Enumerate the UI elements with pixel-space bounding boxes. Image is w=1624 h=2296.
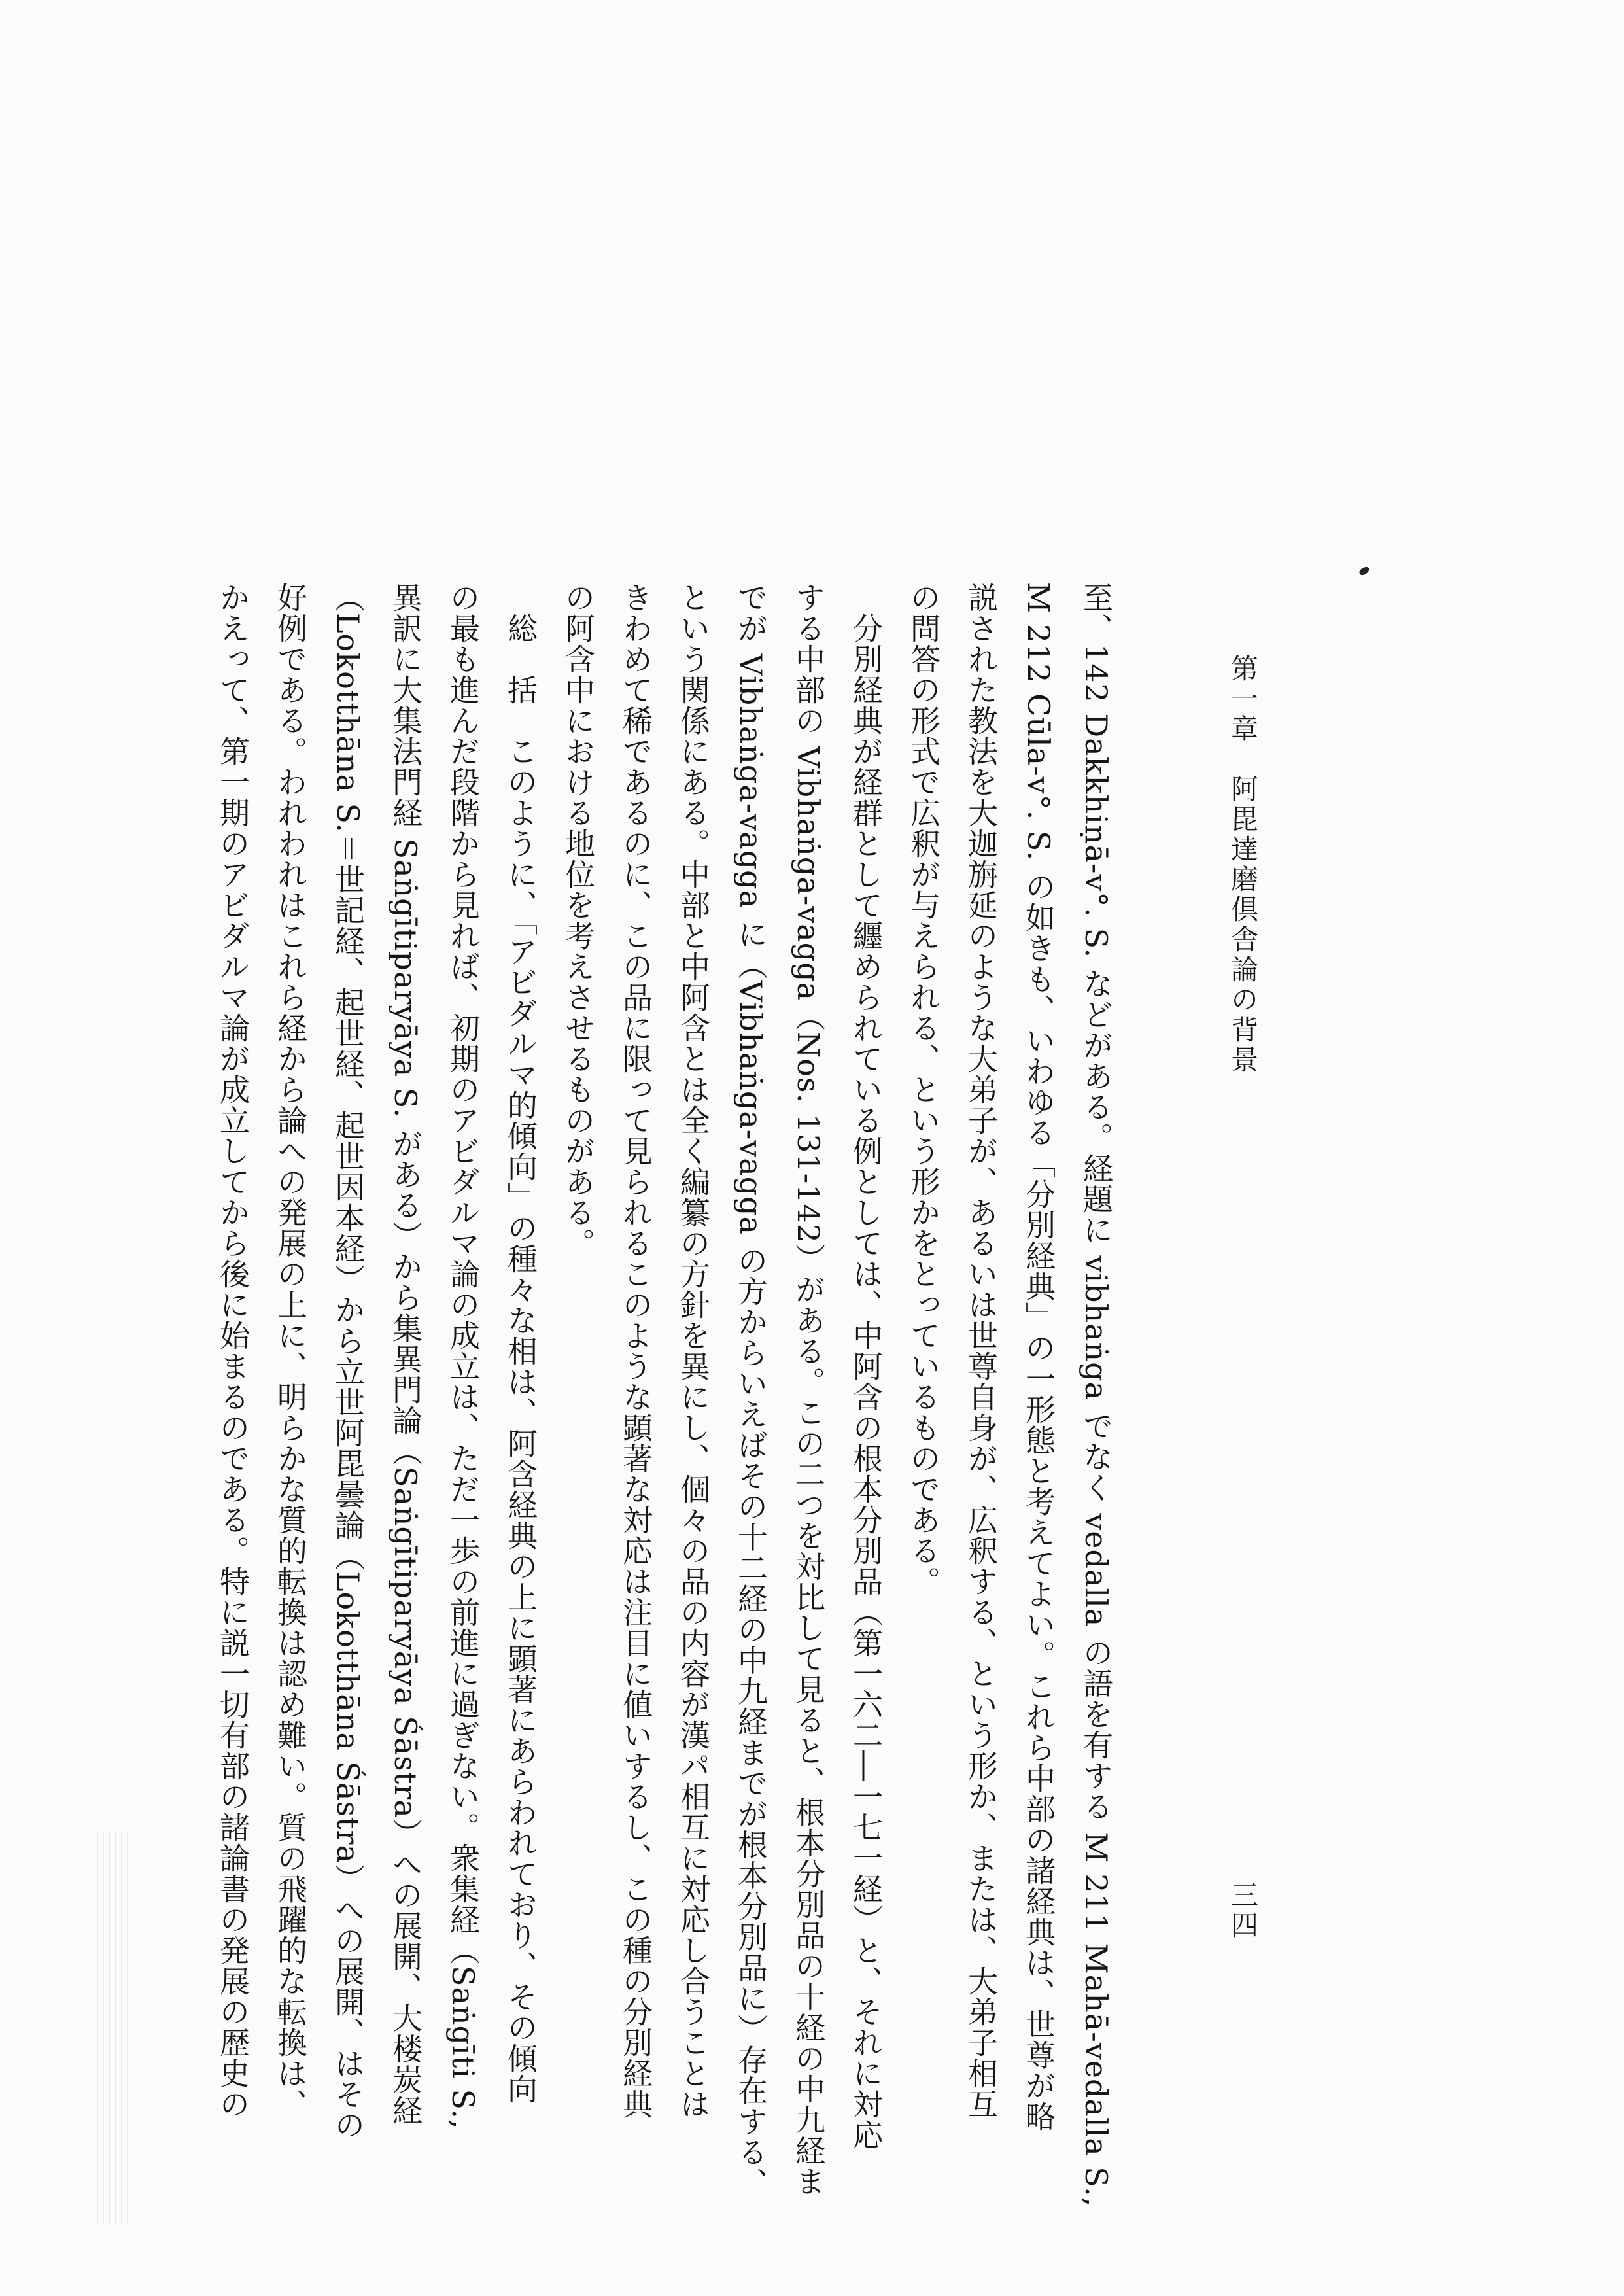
ink-spot	[1358, 566, 1371, 576]
text-line: の問答の形式で広釈が与えられる、という形かをとっているものである。	[906, 582, 941, 1597]
text-line: （Lokotthāna S.＝世記経、起世経、起世因本経）から立世阿毘曇論（Lokotthāna Śāstra）への展開、はその	[330, 582, 366, 2140]
body-text	[215, 582, 1125, 2224]
text-line: 好例である。われわれはこれら経から論への発展の上に、明らかな質的転換は認め難い。質の飛躍的な転換は、	[273, 582, 308, 2119]
text-line: でが Vibhaṅga-vagga に（Vibhaṅga-vagga の方からいえばその十二経の中九経までが根本分別品に）存在する、	[733, 582, 769, 2199]
text-line: の最も進んだ段階から見れば、初期のアビダルマ論の成立は、ただ一歩の前進に過ぎない。衆集経（Saṅgīti S.,	[445, 582, 481, 2130]
text-line: の阿含中における地位を考えさせるものがある。	[561, 582, 596, 1259]
text-line: 至、142 Dakkhiṇā-v°. S. などがある。経題に vibhaṅga でなく vedalla の語を有する M 211 Mahā-vedalla S.,	[1079, 582, 1114, 2208]
text-line: 説された教法を大迦旃延のような大弟子が、あるいは世尊自身が、広釈する、という形か、または、大弟子相互	[963, 582, 999, 2119]
text-line: 異訳に大集法門経 Saṅgītiparyāya S. がある）から集異門論（Saṅgītiparyāya Śāstra）への展開、大楼炭経	[388, 582, 423, 2126]
text-line: する中部の Vibhaṅga-vagga（Nos. 131-142）がある。この二つを対比して見ると、根本分別品の十経の中九経ま	[791, 582, 826, 2197]
text-line: M 212 Cūla-v°. S. の如きも、いわゆる「分別経典」の一形態と考えてよい。これら中部の諸経典は、世尊が略	[1021, 582, 1056, 2132]
page-number: 三四	[1227, 1881, 1259, 1941]
text-line: かえって、第一期のアビダルマ論が成立してから後に始まるのである。特に説一切有部の諸論書の発展の歴史の	[215, 582, 251, 2119]
text-line: 総 括 このように、「アビダルマ的傾向」の種々な相は、阿含経典の上に顕著にあらわれており、その傾向	[503, 582, 538, 2104]
running-header: 第一章 阿毘達磨倶舎論の背景	[1227, 654, 1259, 1075]
scan-margin-noise	[92, 1832, 150, 2224]
text-line: という関係にある。中部と中阿含とは全く編纂の方針を異にし、個々の品の内容が漢パ相互に対応し合うことは	[676, 582, 711, 2119]
text-line: 分別経典が経群として纒められている例としては、中阿含の根本分別品（第一六二―一七一経）と、それに対応	[848, 582, 884, 2150]
text-line: きわめて稀であるのに、この品に限って見られるこのような顕著な対応は注目に値いするし、この種の分別経典	[618, 582, 653, 2119]
